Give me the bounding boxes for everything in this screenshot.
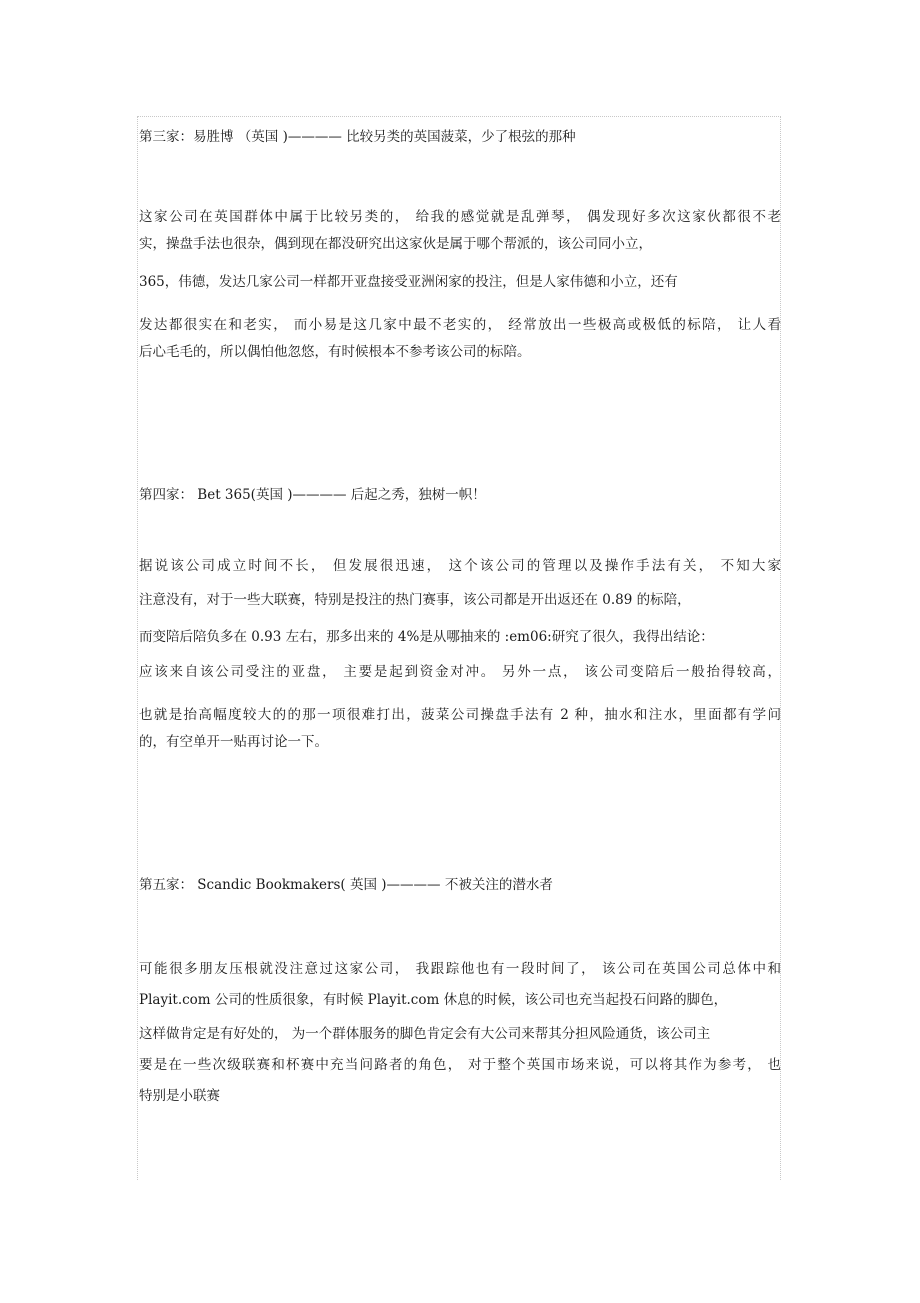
section4-line-6: 的，有空单开一贴再讨论一下。 — [139, 734, 328, 750]
section3-line-5: 后心毛毛的，所以偶怕他忽悠，有时候根本不参考该公司的标陪。 — [139, 344, 531, 360]
section5-line-4: 要是在一些次级联赛和杯赛中充当问路者的角色， 对于整个英国市场来说，可以将其作为参考， 也 — [139, 1057, 781, 1073]
section5-line-1: 可能很多朋友压根就没注意过这家公司， 我跟踪他也有一段时间了， 该公司在英国公司总体中和 — [139, 961, 781, 977]
section5-line-2: Playit.com 公司的性质很象，有时候 Playit.com 休息的时候，该公司也充当起投石问路的脚色， — [139, 992, 728, 1008]
section3-line-3: 365，伟德，发达几家公司一样都开亚盘接受亚洲闲家的投注，但是人家伟德和小立，还有 — [139, 274, 678, 290]
section4-line-1: 据说该公司成立时间不长， 但发展很迅速， 这个该公司的管理以及操作手法有关， 不知大家 — [139, 558, 781, 574]
section4-line-3: 而变陪后陪负多在 0.93 左右，那多出来的 4%是从哪抽来的 :em06:研究了很久，我得出结论： — [139, 629, 714, 645]
section3-line-1: 这家公司在英国群体中属于比较另类的， 给我的感觉就是乱弹琴， 偶发现好多次这家伙都很不老 — [139, 209, 781, 225]
section4-line-4: 应该来自该公司受注的亚盘， 主要是起到资金对冲。 另外一点， 该公司变陪后一般抬得较高， — [139, 664, 781, 680]
section4-heading: 第四家： Bet 365(英国 )———— 后起之秀，独树一帜！ — [139, 487, 486, 503]
section3-line-2: 实，操盘手法也很杂，偶到现在都没研究出这家伙是属于哪个帮派的，该公司同小立， — [139, 236, 652, 252]
section4-line-5: 也就是抬高幅度较大的的那一项很难打出，菠菜公司操盘手法有 2 种，抽水和注水，里面都有学问 — [139, 707, 781, 723]
section3-heading: 第三家：易胜博 （英国 )———— 比较另类的英国菠菜，少了根弦的那种 — [139, 129, 576, 145]
section5-line-3: 这样做肯定是有好处的， 为一个群体服务的脚色肯定会有大公司来帮其分担风险通货，该公司主 — [139, 1026, 711, 1042]
section5-heading: 第五家： Scandic Bookmakers( 英国 )———— 不被关注的潜水者 — [139, 877, 553, 893]
section5-line-5: 特别是小联赛 — [139, 1088, 220, 1104]
section4-line-2: 注意没有，对于一些大联赛，特别是投注的热门赛事，该公司都是开出返还在 0.89 的标陪， — [139, 592, 691, 608]
section3-line-4: 发达都很实在和老实， 而小易是这几家中最不老实的， 经常放出一些极高或极低的标陪， 让人看 — [139, 317, 781, 333]
